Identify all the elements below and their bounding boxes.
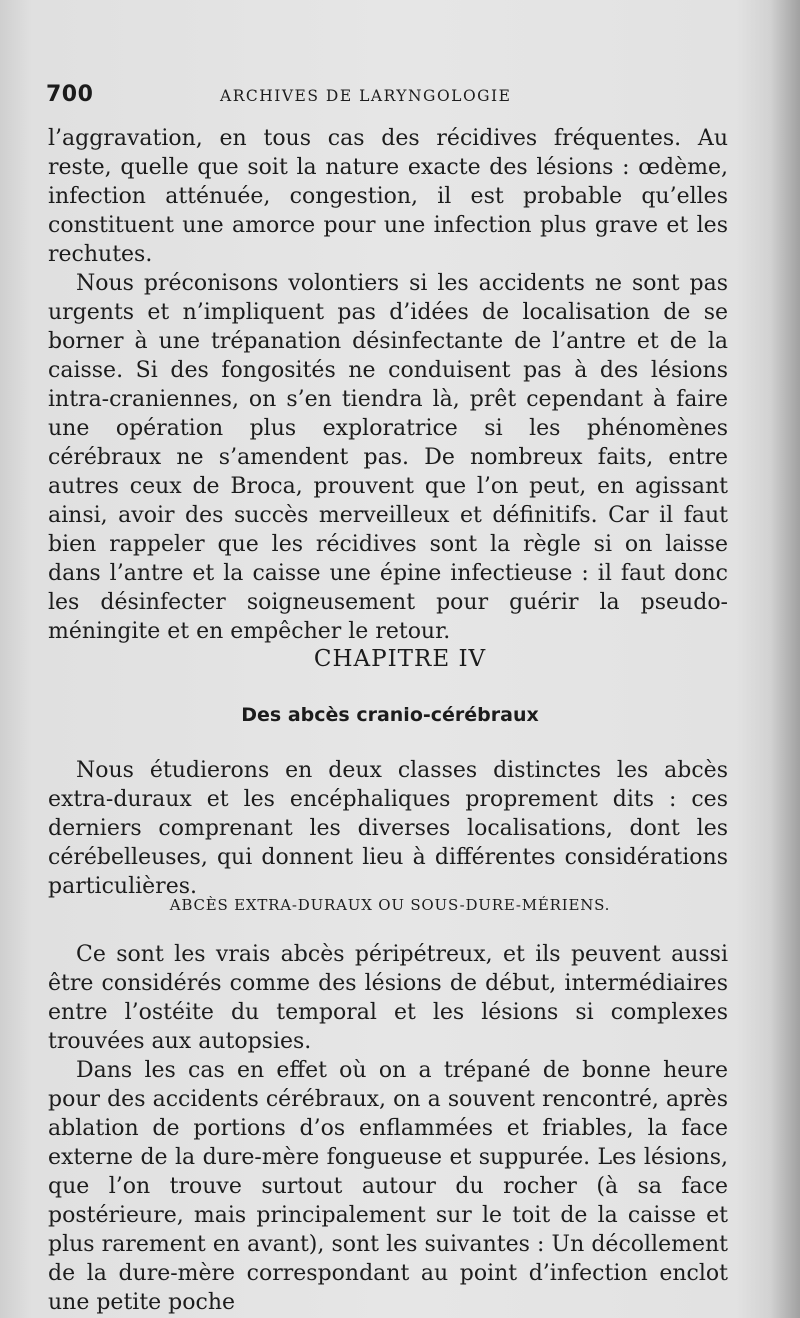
page-number: 700 [46, 82, 94, 107]
paragraph: Dans les cas en effet où on a trépané de bonne heure pour des accidents cérébraux, on a souvent rencontré, après ablation de portions d’os enflammées et friables, la face externe de la dure-mère fongueuse et suppurée. Les lésions, que l’on trouve surtout autour du rocher (à sa face postérieure, mais principalement sur le toit de la caisse et plus rarement en avant), sont les suivantes : Un décollement de la dure-mère correspondant au point d’infection enclot une petite poche [48, 1058, 728, 1315]
paragraph: l’aggravation, en tous cas des récidives fréquentes. Au reste, quelle que soit la nature exacte des lésions : œdème, infection atténuée, congestion, il est probable qu’elles constituent une amorce pour une infection plus grave et les rechutes. [48, 126, 728, 267]
page-header [46, 82, 736, 112]
chapter-subtitle: Des abcès cranio-cérébraux [241, 704, 539, 726]
paragraph: Nous étudierons en deux classes distinctes les abcès extra-duraux et les encéphaliques proprement dits : ces derniers comprenant les diverses localisations, dont les cérébelleuses, qui donnent lieu à différentes considérations particulières. [48, 758, 728, 899]
text-block-section [48, 940, 728, 1317]
chapter-title: CHAPITRE IV [313, 646, 487, 672]
section-heading: ABCÈS EXTRA-DURAUX OU SOUS-DURE-MÉRIENS. [169, 896, 611, 914]
paragraph: Nous préconisons volontiers si les accidents ne sont pas urgents et n’impliquent pas d’idées de localisation de se borner à une trépanation désinfectante de l’antre et de la caisse. Si des fongosités ne conduisent pas à des lésions intra-craniennes, on s’en tiendra là, prêt cependant à faire une opération plus exploratrice si les phénomènes cérébraux ne s’amendent pas. De nombreux faits, entre autres ceux de Broca, prouvent que l’on peut, en agissant ainsi, avoir des succès merveilleux et définitifs. Car il faut bien rappeler que les récidives sont la règle si on laisse dans l’antre et la caisse une épine infectieuse : il faut donc les désinfecter soigneusement pour guérir la pseudo-méningite et en empêcher le retour. [48, 271, 728, 644]
running-title: ARCHIVES DE LARYNGOLOGIE [220, 87, 512, 105]
paragraph: Ce sont les vrais abcès péripétreux, et ils peuvent aussi être considérés comme des lésions de début, intermédiaires entre l’ostéite du temporal et les lésions si complexes trouvées aux autopsies. [48, 942, 728, 1054]
text-block-chapter-intro [48, 756, 728, 901]
text-block-top [48, 124, 728, 646]
